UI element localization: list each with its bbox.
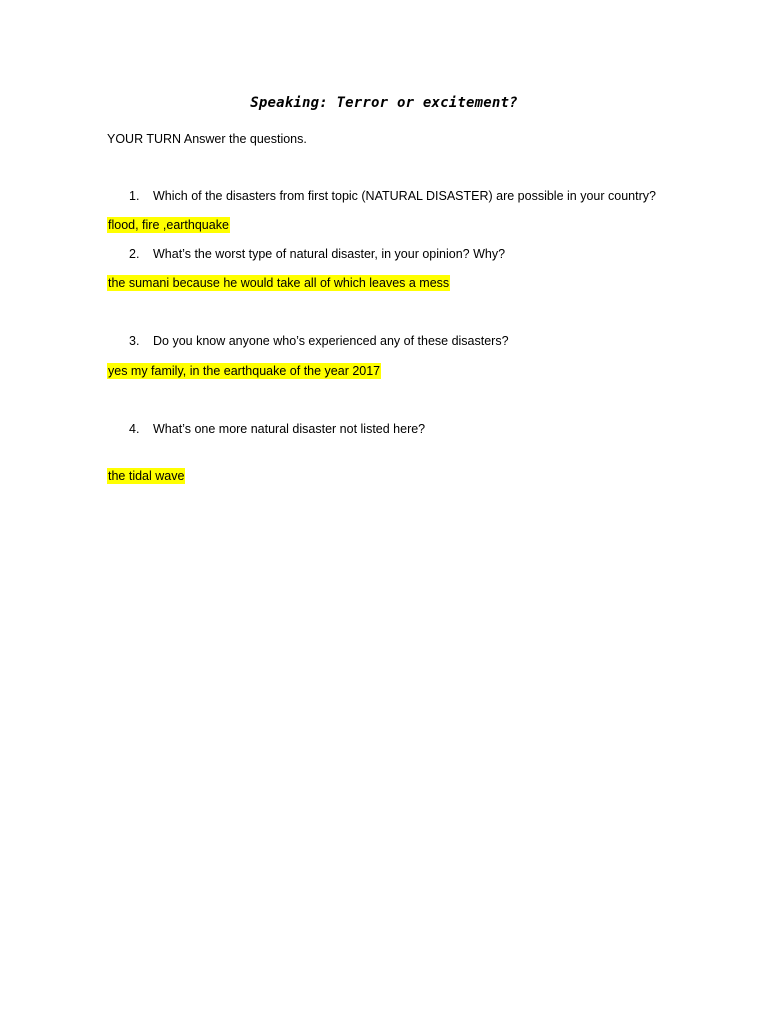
page-title: Speaking: Terror or excitement? [250, 95, 518, 111]
question-number: 3. [129, 334, 140, 348]
question-number: 1. [129, 189, 140, 203]
question-text: What’s one more natural disaster not listed here? [153, 422, 426, 436]
highlighted-answer: the sumani because he would take all of which leaves a mess [108, 276, 450, 290]
highlighted-answer: yes my family, in the earthquake of the year 2017 [108, 364, 381, 378]
highlighted-answer: flood, fire ,earthquake [108, 218, 229, 232]
question-text: Which of the disasters from first topic (NATURAL DISASTER) are possible in your country? [153, 189, 656, 203]
highlighted-answer: the tidal wave [108, 469, 185, 483]
instructions-text: YOUR TURN Answer the questions. [107, 132, 307, 146]
question-number: 2. [129, 247, 140, 261]
question-text: Do you know anyone who’s experienced any of these disasters? [153, 334, 509, 348]
question-number: 4. [129, 422, 140, 436]
question-text: What’s the worst type of natural disaster, in your opinion? Why? [153, 247, 506, 261]
